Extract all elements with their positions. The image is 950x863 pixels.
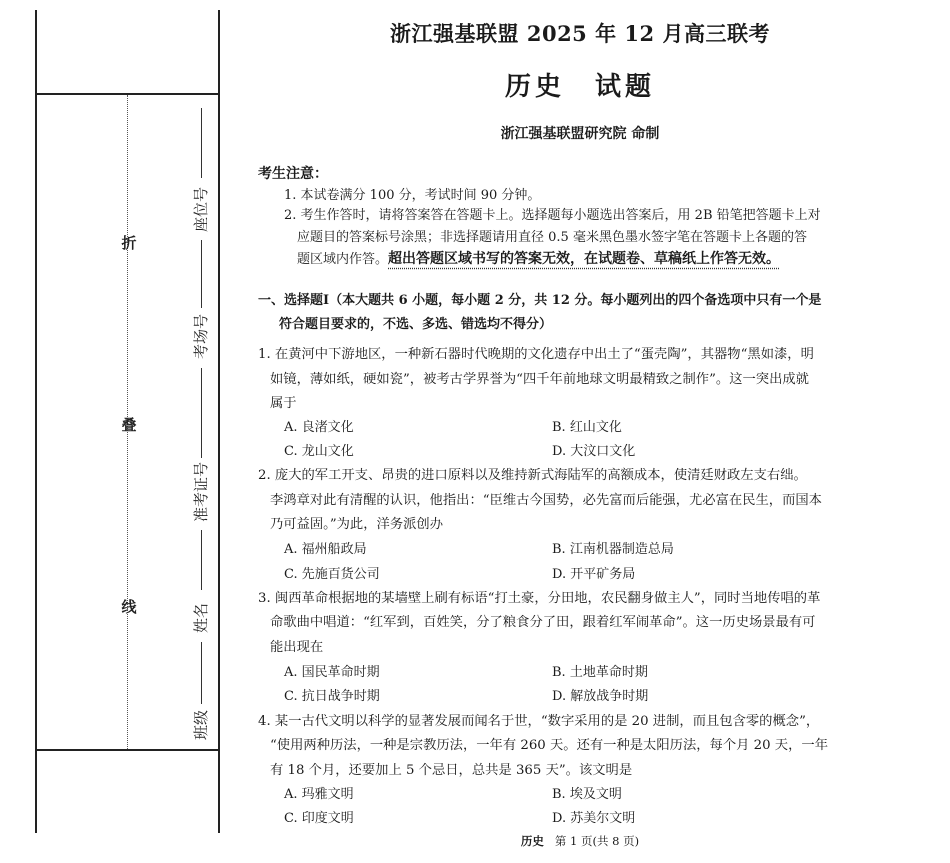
notice-item-2-line-1: 2. 考生作答时，请将答案答在答题卡上。选择题每小题选出答案后，用 2B 铅笔把答题卡上对 <box>284 208 821 223</box>
footer-subject: 历史 <box>520 834 544 848</box>
option-d: D. 大汶口文化 <box>552 444 636 459</box>
question-stem-line: 命歌曲中唱道：“红军到，百姓笑，分了粮食分了田，跟着红军闹革命”。这一历史场景最有可 <box>270 615 816 630</box>
notice-item-2-line-2: 应题目的答案标号涂黑；非选择题请用直径 0.5 毫米黑色墨水签字笔在答题卡上各题的答 <box>297 230 807 245</box>
notice-item-1: 1. 本试卷满分 100 分，考试时间 90 分钟。 <box>284 188 541 203</box>
field-name-line <box>201 530 202 590</box>
question-stem-line: 属于 <box>270 396 297 411</box>
option-c: C. 抗日战争时期 <box>284 689 380 704</box>
fold-char-2: 叠 <box>121 416 137 434</box>
option-d: D. 开平矿务局 <box>552 567 636 582</box>
option-a: A. 国民革命时期 <box>284 665 380 680</box>
option-a: A. 良渚文化 <box>284 420 354 435</box>
footer-page-number: 第 1 页(共 8 页) <box>554 834 640 848</box>
question-stem-line: “使用两种历法，一种是宗教历法，一年有 260 天。还有一种是太阳历法，每个月 20 天，一年 <box>270 738 828 753</box>
option-b: B. 埃及文明 <box>552 787 622 802</box>
section-heading-line-1: 一、选择题Ⅰ（本大题共 6 小题，每小题 2 分，共 12 分。每小题列出的四个备选项中只有一个是 <box>258 293 822 308</box>
notice-plain-text: 题区域内作答。 <box>297 252 389 267</box>
option-c: C. 龙山文化 <box>284 444 354 459</box>
option-c: C. 印度文明 <box>284 811 354 826</box>
question-stem-line: 2. 庞大的军工开支、昂贵的进口原料以及维持新式海陆军的高额成本，使清廷财政左支右绌。 <box>258 468 807 483</box>
page-footer <box>240 833 920 849</box>
notice-emphasis: 超出答题区域书写的答案无效，在试题卷、草稿纸上作答无效。 <box>388 251 781 267</box>
margin-bottom-rule <box>35 749 219 751</box>
question-stem-line: 4. 某一古代文明以科学的显著发展而闻名于世，“数字采用的是 20 进制，而且包含零的概念”， <box>258 714 820 729</box>
question-stem-line: 3. 闽西革命根据地的某墙壁上刷有标语“打土豪，分田地，农民翻身做主人”，同时当地传唱的革 <box>258 591 821 606</box>
subject-title: 历史 试题 <box>504 72 655 102</box>
field-class-line <box>201 642 202 704</box>
exam-title: 浙江强基联盟 2025 年 12 月高三联考 <box>390 21 770 46</box>
field-admission-number: 准考证号 <box>192 461 210 522</box>
field-class: 班级 <box>192 709 210 740</box>
field-seat-line <box>201 108 202 178</box>
question-stem-line: 1. 在黄河中下游地区，一种新石器时代晚期的文化遗存中出土了“蛋壳陶”，其器物“黑如漆，明 <box>258 347 814 362</box>
margin-outer-line <box>35 10 37 833</box>
option-b: B. 土地革命时期 <box>552 665 648 680</box>
option-a: A. 福州船政局 <box>284 542 367 557</box>
notice-item-2-line-3 <box>297 250 780 269</box>
question-stem-line: 有 18 个月，还要加上 5 个忌日，总共是 365 天”。该文明是 <box>270 763 633 778</box>
section-heading-line-2: 符合题目要求的，不选、多选、错选均不得分） <box>279 317 553 332</box>
question-stem-line: 能出现在 <box>270 640 324 655</box>
option-d: D. 解放战争时期 <box>552 689 649 704</box>
field-name: 姓名 <box>192 602 210 633</box>
fold-char-1: 折 <box>121 234 137 252</box>
fold-char-3: 线 <box>121 598 137 616</box>
option-c: C. 先施百货公司 <box>284 567 380 582</box>
author-line: 浙江强基联盟研究院 命制 <box>500 126 660 142</box>
option-d: D. 苏美尔文明 <box>552 811 636 826</box>
notice-heading: 考生注意： <box>258 166 328 182</box>
field-room-line <box>201 240 202 308</box>
field-seat-number: 座位号 <box>192 186 210 232</box>
option-a: A. 玛雅文明 <box>284 787 354 802</box>
margin-inner-line <box>218 10 220 833</box>
question-stem-line: 如镜，薄如纸，硬如瓷”，被考古学界誉为“四千年前地球文明最精致之制作”。这一突出成就 <box>270 372 809 387</box>
field-exam-room: 考场号 <box>192 313 210 359</box>
question-stem-line: 乃可益固。”为此，洋务派创办 <box>270 517 444 532</box>
option-b: B. 红山文化 <box>552 420 622 435</box>
option-b: B. 江南机器制造总局 <box>552 542 674 557</box>
field-admission-line <box>201 368 202 458</box>
question-stem-line: 李鸿章对此有清醒的认识，他指出：“臣维古今国势，必先富而后能强，尤必富在民生，而国本 <box>270 493 822 508</box>
